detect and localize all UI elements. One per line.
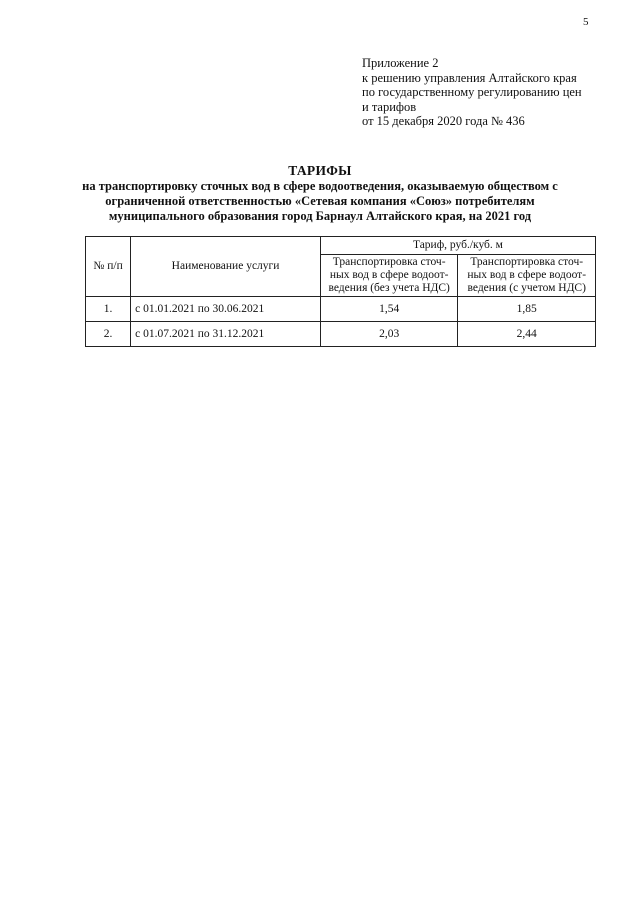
- header-line: ведения (с учетом НДС): [467, 282, 586, 294]
- header-service-name: Наименование услуги: [131, 237, 321, 297]
- document-subtitle: [40, 179, 600, 224]
- page-number: 5: [583, 16, 589, 28]
- row-tariff-without-vat: 1,54: [320, 297, 458, 322]
- tariff-table: [85, 236, 596, 347]
- appendix-line: от 15 декабря 2020 года № 436: [362, 114, 525, 128]
- header-with-vat: [458, 255, 596, 297]
- header-num: № п/п: [86, 237, 131, 297]
- subtitle-line: муниципального образования город Барнаул Алтайского края, на 2021 год: [108, 209, 532, 223]
- header-line: Транспортировка сточ-: [470, 256, 584, 268]
- header-tariff-group: Тариф, руб./куб. м: [320, 237, 595, 255]
- header-line: Транспортировка сточ-: [332, 256, 446, 268]
- table-row: [86, 322, 596, 347]
- subtitle-line: ограниченной ответственностью «Сетевая компания «Союз» потребителям: [105, 194, 535, 208]
- header-line: ных вод в сфере водоот-: [329, 269, 449, 281]
- row-tariff-with-vat: 2,44: [458, 322, 596, 347]
- appendix-line: Приложение 2: [362, 56, 439, 70]
- row-num: 2.: [86, 322, 131, 347]
- row-period: с 01.07.2021 по 31.12.2021: [131, 322, 321, 347]
- row-tariff-with-vat: 1,85: [458, 297, 596, 322]
- appendix-block: [362, 56, 632, 129]
- header-without-vat: [320, 255, 458, 297]
- appendix-line: и тарифов: [362, 99, 417, 114]
- appendix-line: по государственному регулированию цен: [362, 85, 582, 99]
- header-line: ведения (без учета НДС): [328, 282, 450, 294]
- row-tariff-without-vat: 2,03: [320, 322, 458, 347]
- document-title: ТАРИФЫ: [288, 163, 352, 178]
- header-line: ных вод в сфере водоот-: [467, 269, 587, 281]
- document-title-block: [40, 163, 600, 224]
- row-period: с 01.01.2021 по 30.06.2021: [131, 297, 321, 322]
- appendix-line: к решению управления Алтайского края: [362, 70, 577, 85]
- subtitle-line: на транспортировку сточных вод в сфере водоотведения, оказываемую обществом с: [82, 179, 558, 193]
- row-num: 1.: [86, 297, 131, 322]
- table-header-row: [86, 237, 596, 255]
- table-row: [86, 297, 596, 322]
